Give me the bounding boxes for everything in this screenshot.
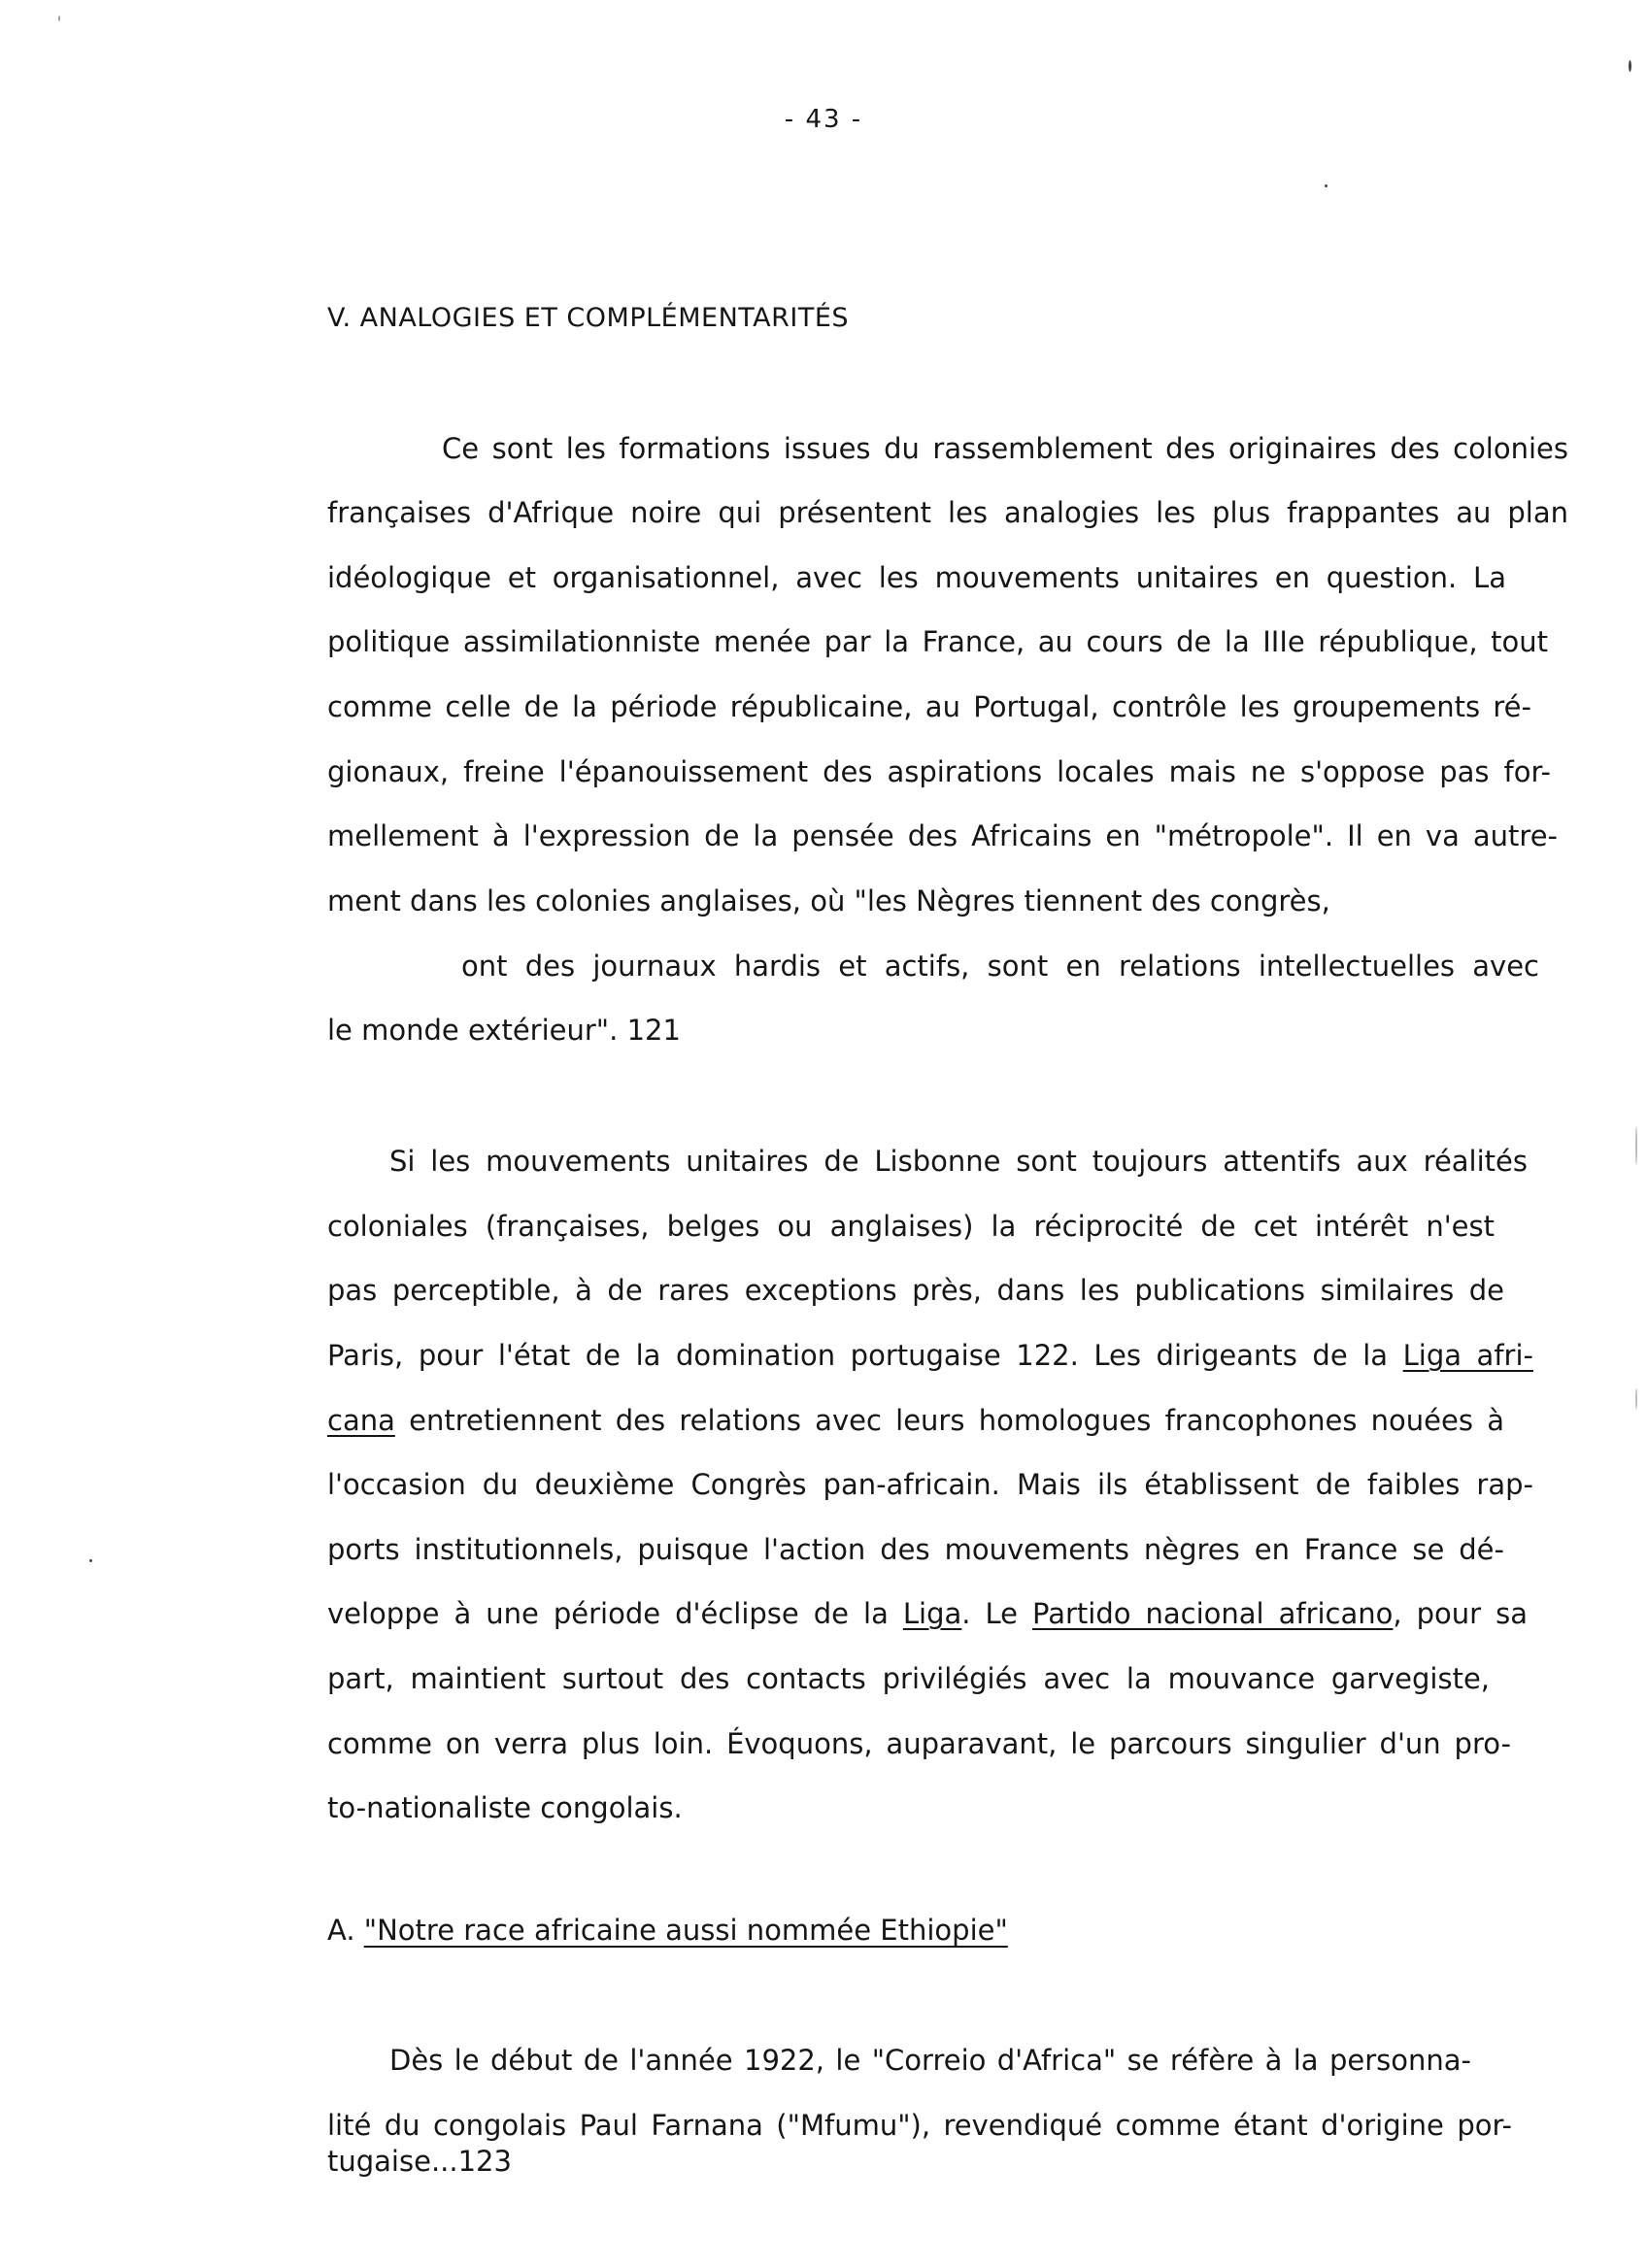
paragraph-line: comme celle de la période républicaine, au Portugal, contrôle les groupements ré- [327,690,1531,723]
paragraph-line: pas perceptible, à de rares exceptions près, dans les publications similaires de [327,1274,1504,1307]
section-heading: V. ANALOGIES ET COMPLÉMENTARITÉS [327,303,850,333]
paragraph-line: idéologique et organisationnel, avec les mouvements unitaires en question. La [327,561,1506,594]
text-segment: veloppe à une période d'éclipse de la [327,1597,903,1630]
paragraph-line: françaises d'Afrique noire qui présentent les analogies les plus frappantes au plan [327,496,1568,529]
paragraph-line: part, maintient surtout des contacts privilégiés avec la mouvance garvegiste, [327,1662,1490,1695]
text-segment: . Le [961,1597,1033,1630]
underlined-term-partido-nacional-africano: Partido nacional africano [1032,1597,1394,1630]
paragraph-line: Si les mouvements unitaires de Lisbonne sont toujours attentifs aux réalités [389,1145,1528,1178]
text-segment: , pour sa [1393,1597,1528,1630]
quote-line: ont des journaux hardis et actifs, sont en relations intellectuelles avec [461,950,1539,983]
subsection-title: "Notre race africaine aussi nommée Ethiopie" [363,1914,1008,1947]
quote-line: le monde extérieur". 121 [327,1014,681,1047]
scan-speck [1629,60,1631,72]
paragraph-line: l'occasion du deuxième Congrès pan-africain. Mais ils établissent de faibles rap- [327,1468,1533,1501]
subsection-label: A. [327,1914,364,1947]
underlined-term-liga-africana: Liga afri- [1402,1339,1533,1372]
scan-speck [89,1559,92,1562]
page-number: - 43 - [784,105,863,134]
paragraph-line: comme on verra plus loin. Évoquons, auparavant, le parcours singulier d'un pro- [327,1727,1511,1760]
paragraph-line: mellement à l'expression de la pensée des Africains en "métropole". Il en va autre- [327,819,1558,852]
text-segment: Paris, pour l'état de la domination portugaise 122. Les dirigeants de la [327,1339,1403,1372]
paragraph-line: ment dans les colonies anglaises, où "les Nègres tiennent des congrès, [327,884,1330,917]
paragraph-line: Ce sont les formations issues du rassemblement des originaires des colonies [442,432,1568,465]
paragraph-line: tugaise...123 [327,2145,512,2178]
text-segment: entretiennent des relations avec leurs homologues francophones nouées à [394,1404,1504,1437]
scan-speck [1635,1388,1637,1410]
underlined-term-liga-africana: cana [327,1404,395,1437]
paragraph-line [327,1338,1533,1373]
paragraph-line [327,1596,1528,1631]
subsection-heading [327,1913,1008,1948]
paragraph-line [327,1403,1504,1438]
paragraph-line: to-nationaliste congolais. [327,1791,683,1824]
underlined-term-liga: Liga [902,1597,962,1630]
paragraph-line: ports institutionnels, puisque l'action des mouvements nègres en France se dé- [327,1533,1504,1566]
paragraph-line: gionaux, freine l'épanouissement des aspirations locales mais ne s'oppose pas for- [327,755,1551,788]
scan-speck [1325,184,1328,187]
scan-speck [1635,1126,1637,1165]
paragraph-line: politique assimilationniste menée par la France, au cours de la IIIe république, tout [327,625,1548,658]
paragraph-line: lité du congolais Paul Farnana ("Mfumu"), revendiqué comme étant d'origine por- [327,2109,1512,2142]
paragraph-line: Dès le début de l'année 1922, le "Correio d'Africa" se réfère à la personna- [389,2044,1471,2077]
scan-speck [58,16,60,21]
paragraph-line: coloniales (françaises, belges ou anglaises) la réciprocité de cet intérêt n'est [327,1210,1495,1243]
